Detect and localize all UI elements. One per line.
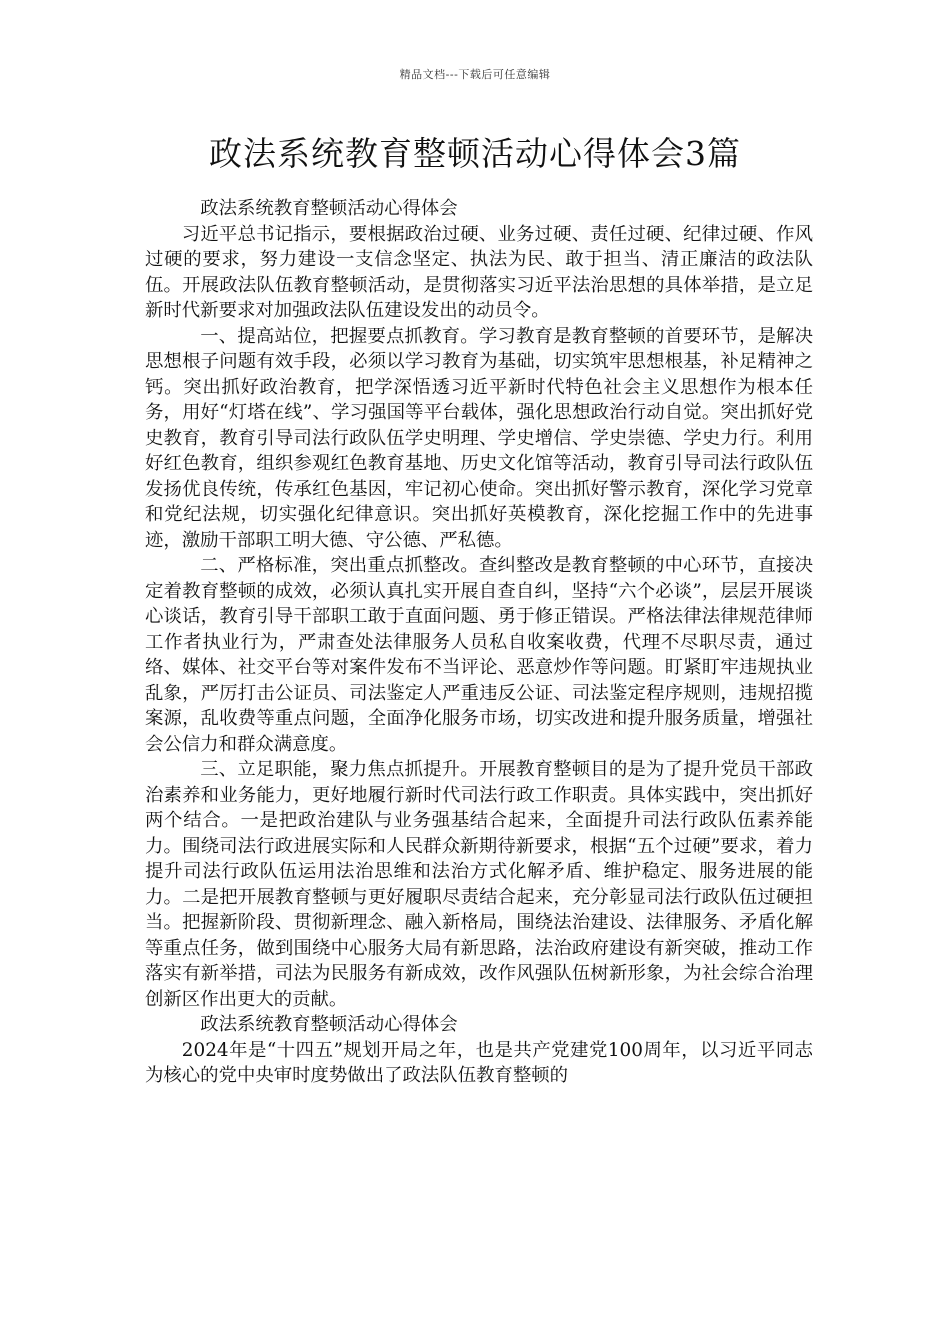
- document-body: [145, 196, 813, 1089]
- sub-heading-2: 政法系统教育整顿活动心得体会: [200, 1014, 458, 1035]
- header-note: 精品文档---下载后可任意编辑: [399, 68, 551, 81]
- paragraph-section-1: 一、提高站位，把握要点抓教育。学习教育是教育整顿的首要环节，是解决思想根子问题有效手段，必须以学习教育为基础，切实筑牢思想根基，补足精神之钙。突出抓好政治教育，把学深悟透习近平新时代特色社会主义思想作为根本任务，用好“灯塔在线”、学习强国等平台载体，强化思想政治行动自觉。突出抓好党史教育，教育引导司法行政队伍学史明理、学史增信、学史崇德、学史力行。利用好红色教育，组织参观红色教育基地、历史文化馆等活动，教育引导司法行政队伍发扬优良传统，传承红色基因，牢记初心使命。突出抓好警示教育，深化学习党章和党纪法规，切实强化纪律意识。突出抓好英模教育，深化挖掘工作中的先进事迹，激励干部职工明大德、守公德、严私德。: [145, 325, 813, 551]
- document-title: 政法系统教育整顿活动心得体会3篇: [209, 134, 741, 173]
- paragraph-section-2: 二、严格标准，突出重点抓整改。查纠整改是教育整顿的中心环节，直接决定着教育整顿的成效，必须认真扎实开展自查自纠，坚持“六个必谈”，层层开展谈心谈话，教育引导干部职工敢于直面问题、勇于修正错误。严格法律法律规范律师工作者执业行为，严肃查处法律服务人员私自收案收费，代理不尽职尽责，通过络、媒体、社交平台等对案件发布不当评论、恶意炒作等问题。盯紧盯牢违规执业乱象，严厉打击公证员、司法鉴定人严重违反公证、司法鉴定程序规则，违规招揽案源，乱收费等重点问题，全面净化服务市场，切实改进和提升服务质量，增强社会公信力和群众满意度。: [145, 555, 813, 755]
- paragraph-section-3: 三、立足职能，聚力焦点抓提升。开展教育整顿目的是为了提升党员干部政治素养和业务能力，更好地履行新时代司法行政工作职责。具体实践中，突出抓好两个结合。一是把政治建队与业务强基结合起来，全面提升司法行政队伍素养能力。围绕司法行政进展实际和人民群众新期待新要求，根据“五个过硬”要求，着力提升司法行政队伍运用法治思维和法治方式化解矛盾、维护稳定、服务进展的能力。二是把开展教育整顿与更好履职尽责结合起来，充分彰显司法行政队伍过硬担当。把握新阶段、贯彻新理念、融入新格局，围绕法治建设、法律服务、矛盾化解等重点任务，做到围绕中心服务大局有新思路，法治政府建设有新突破，推动工作落实有新举措，司法为民服务有新成效，改作风强队伍树新形象，为社会综合治理创新区作出更大的贡献。: [145, 759, 813, 1010]
- paragraph-intro: 习近平总书记指示，要根据政治过硬、业务过硬、责任过硬、纪律过硬、作风过硬的要求，努力建设一支信念坚定、执法为民、敢于担当、清正廉洁的政法队伍。开展政法队伍教育整顿活动，是贯彻落实习近平法治思想的具体举措，是立足新时代新要求对加强政法队伍建设发出的动员令。: [145, 223, 813, 321]
- sub-heading-1: 政法系统教育整顿活动心得体会: [200, 198, 458, 219]
- paragraph-second-intro: 2024年是“十四五”规划开局之年，也是共产党建党100周年，以习近平同志为核心的党中央审时度势做出了政法队伍教育整顿的: [145, 1039, 813, 1086]
